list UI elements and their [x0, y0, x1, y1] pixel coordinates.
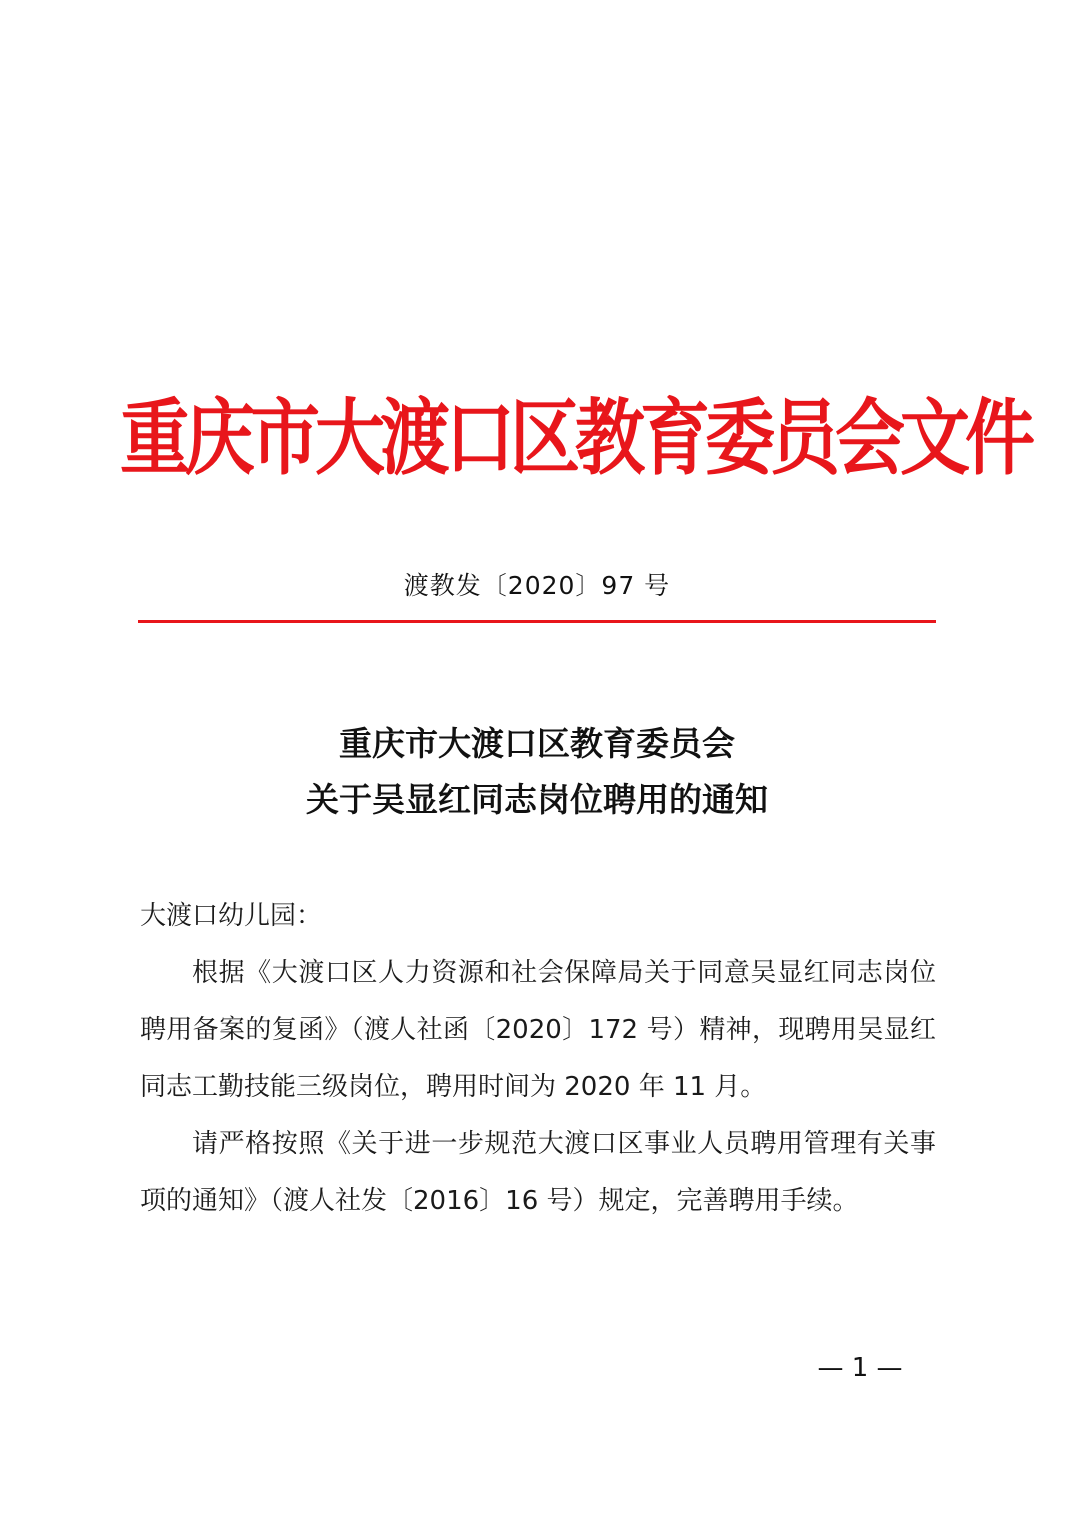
- document-number: 渡教发〔2020〕97 号: [403, 571, 671, 600]
- salutation: 大渡口幼儿园：: [140, 901, 323, 931]
- notice-title-line-1: 重庆市大渡口区教育委员会: [339, 724, 735, 763]
- body-paragraph-2: 请严格按照《关于进一步规范大渡口区事业人员聘用管理有关事项的通知》（渡人社发〔2016〕16 号）规定，完善聘用手续。: [140, 1129, 936, 1216]
- body-paragraph-1: 根据《大渡口区人力资源和社会保障局关于同意吴显红同志岗位聘用备案的复函》（渡人社函〔2020〕172 号）精神，现聘用吴显红同志工勤技能三级岗位，聘用时间为 2020 年 11 月。: [140, 958, 936, 1102]
- notice-title-line-2: 关于吴显红同志岗位聘用的通知: [306, 780, 768, 819]
- masthead-title: 重庆市大渡口区教育委员会文件: [120, 388, 1030, 487]
- notice-title: [0, 716, 1074, 828]
- page-number: — 1 —: [817, 1353, 903, 1383]
- notice-body: [140, 888, 936, 1230]
- red-divider-line: [138, 620, 936, 623]
